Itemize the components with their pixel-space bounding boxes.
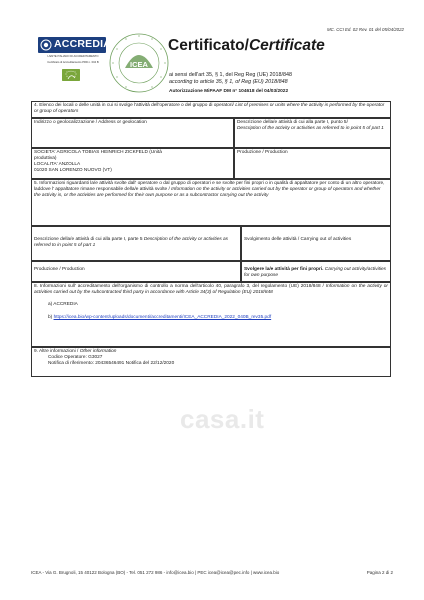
- section9-other-info: 9. Altre informazioni / Other information Codice Operatore: G3027 Notifica di riferimento: 20436546491 Notifica del 22/12/2020: [31, 347, 391, 377]
- section5-description-header: Descrizione della/e attività di cui alla parte I, parte 5 Description of the activity or activities as referred to in point 5 of part 1: [31, 226, 241, 261]
- section4-address-header: Indirizzo o geolocalizzazione / Address or geolocation: [31, 118, 234, 148]
- section4-heading: 4. Elenco dei locali o delle unità in cui si svolge l'attività dell'operatore o del gruppo di operatori/ List of premises or units where the activity is performed by the operator or group of operators: [31, 101, 391, 118]
- section8-accreditation: 8. Informazioni sull' accreditamento dell'organismo di controllo a norma dell'articolo 40, paragrafo 3, del regolamento (UE) 2018/848 / Information on the activity or activities carried out by the subcontracted third party in accordance with Article 34(3) of Regulation (EU) 2018/848 a) ACCREDIA b) https://icea.bio/wp-content/uploads/documenti/accreditamenti/ICEA_ACCREDIA_2022_040B_rev35.pdf: [31, 282, 391, 347]
- icea-seal-label: ICEA: [130, 60, 148, 69]
- accredia-subtitle: L'ENTE ITALIANO DI ACCREDITAMENTO: [47, 55, 99, 58]
- section8-item-a: a) ACCREDIA: [48, 301, 78, 307]
- regulation-reference-en: according to article 35, § 1, of Reg (EU) 2018/848: [169, 79, 288, 85]
- section5-carrying-out-cell: Svolgere la/e attività per fini propri. Carrying out activity/activities for own purpose: [241, 261, 391, 282]
- footer-address: ICEA - Via G. Brugnoli, 15 40122 Bologna (BO) - Tel. 051 272 986 - info@icea.bio | PEC icea@icea@pec.info | www.icea.bio: [31, 570, 280, 575]
- icea-seal-icon: [108, 32, 170, 94]
- operator-code: Codice Operatore: G3027: [48, 354, 103, 360]
- accredia-name: ACCREDIA: [54, 38, 112, 50]
- document-reference: MC. CCI Ed. 02 Rev. 01 del 05/04/2022: [326, 27, 404, 32]
- section5-heading: 5. Informazioni riguardanti la/e attività svolte dall' operatore o dal gruppo di operatori e se svolte per fini propri o in qualità di appaltatore per conto di un altro operatore, laddove l' appaltatore rimane responsabile della/e attività svolte / Information on the activity or activities carried out by the operator or group of operators and whether the activity is, or the activities are performed for their own purpose or as a subcontractor carrying out the activity: [31, 179, 391, 226]
- section5-carrying-out-header: Svolgimento delle attività / Carrying out of activities: [241, 226, 391, 261]
- eu-organic-leaf-icon: [62, 69, 80, 81]
- section5-activity-cell: Produzione / Production: [31, 261, 241, 282]
- authorization-line: Autorizzazione MiPAAF DM n° 104618 del 04/03/2022: [169, 89, 289, 94]
- section4-activity-cell: Produzione / Production: [234, 148, 391, 179]
- accredia-mark-icon: [40, 39, 52, 51]
- section4-activity-header: Descrizione della/e attività di cui alla parte I, punto 5/ Description of the activity or activities as referred to in point 5 of part 1: [234, 118, 391, 148]
- certificate-title: Certificato/Certificate: [168, 37, 325, 54]
- section8-item-b: b) https://icea.bio/wp-content/uploads/documenti/accreditamenti/ICEA_ACCREDIA_2022_040B_rev35.pdf: [48, 314, 272, 320]
- accredia-registration: Certificato di Accreditamento PRD n. 004 B: [47, 61, 99, 64]
- page-number: Pagina 2 di 2: [366, 570, 393, 575]
- section4-address-cell: SOCIETA' AGRICOLA TOBIAS HEINRICH ZICKFELD (Unità produttiva) LOCALITA' ANZOLLA 01020 SAN LORENZO NUOVO (VT): [31, 148, 234, 179]
- accreditation-link[interactable]: https://icea.bio/wp-content/uploads/documenti/accreditamenti/ICEA_ACCREDIA_2022_040B_rev35.pdf: [53, 314, 272, 320]
- regulation-reference-it: ai sensi dell'art 35, § 1, del Reg Reg (UE) 2018/848: [169, 72, 292, 78]
- notification-reference: Notifica di riferimento: 20436546491 Notifica del 22/12/2020: [48, 360, 175, 366]
- watermark: casa.it: [180, 404, 265, 434]
